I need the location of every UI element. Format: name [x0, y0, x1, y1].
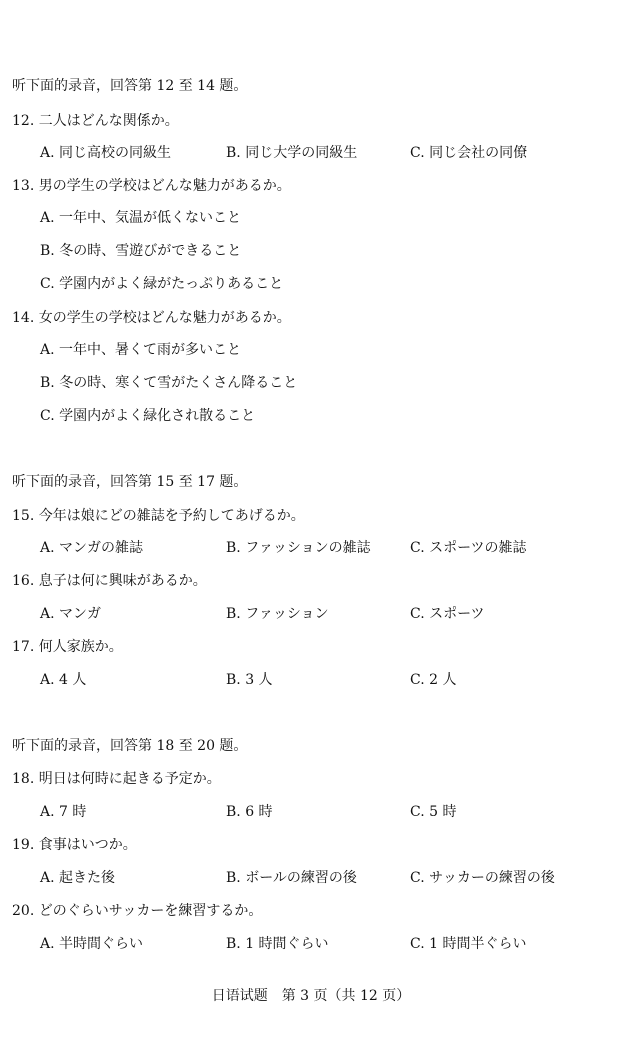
question-20-stem: 20. どのぐらいサッカーを練習するか。 [12, 903, 263, 919]
section-instruction-15-17: 听下面的录音，回答第 15 至 17 题。 [12, 474, 248, 490]
question-16-option-c: C. スポーツ [410, 606, 485, 622]
page-footer: 日语试题 第 3 页（共 12 页） [211, 988, 411, 1004]
question-13-option-b: B. 冬の時、雪遊びができること [40, 243, 242, 259]
question-18-option-a: A. 7 時 [40, 804, 87, 820]
question-18-stem: 18. 明日は何時に起きる予定か。 [12, 771, 221, 787]
question-15-stem: 15. 今年は娘にどの雑誌を予約してあげるか。 [12, 508, 305, 524]
question-16-stem: 16. 息子は何に興味があるか。 [12, 573, 207, 589]
question-20-option-a: A. 半時間ぐらい [40, 936, 144, 952]
question-16-option-a: A. マンガ [40, 606, 102, 622]
question-14-option-a: A. 一年中、暑くて雨が多いこと [40, 342, 242, 358]
question-19-option-a: A. 起きた後 [40, 870, 116, 886]
question-16-option-b: B. ファッション [226, 606, 329, 622]
question-13-stem: 13. 男の学生の学校はどんな魅力があるか。 [12, 178, 291, 194]
question-13-option-c: C. 学園内がよく緑がたっぷりあること [40, 276, 284, 292]
question-14-option-c: C. 学園内がよく緑化され散ること [40, 408, 256, 424]
section-instruction-18-20: 听下面的录音，回答第 18 至 20 题。 [12, 738, 248, 754]
question-20-option-b: B. 1 時間ぐらい [226, 936, 329, 952]
question-14-stem: 14. 女の学生の学校はどんな魅力があるか。 [12, 310, 291, 326]
question-15-option-b: B. ファッションの雑誌 [226, 540, 371, 556]
question-20-option-c: C. 1 時間半ぐらい [410, 936, 527, 952]
question-12-stem: 12. 二人はどんな関係か。 [12, 113, 179, 129]
question-12-option-b: B. 同じ大学の同級生 [226, 145, 358, 161]
question-17-stem: 17. 何人家族か。 [12, 639, 123, 655]
question-18-option-c: C. 5 時 [410, 804, 457, 820]
question-19-stem: 19. 食事はいつか。 [12, 837, 137, 853]
question-19-option-b: B. ボールの練習の後 [226, 870, 357, 886]
question-12-option-c: C. 同じ会社の同僚 [410, 145, 528, 161]
question-13-option-a: A. 一年中、気温が低くないこと [40, 210, 242, 226]
question-19-option-c: C. サッカーの練習の後 [410, 870, 555, 886]
section-instruction-12-14: 听下面的录音，回答第 12 至 14 题。 [12, 78, 248, 94]
question-15-option-c: C. スポーツの雑誌 [410, 540, 527, 556]
question-14-option-b: B. 冬の時、寒くて雪がたくさん降ること [40, 375, 298, 391]
question-15-option-a: A. マンガの雑誌 [40, 540, 144, 556]
question-17-option-a: A. 4 人 [40, 672, 87, 688]
question-18-option-b: B. 6 時 [226, 804, 273, 820]
question-17-option-c: C. 2 人 [410, 672, 457, 688]
question-12-option-a: A. 同じ高校の同級生 [40, 145, 172, 161]
question-17-option-b: B. 3 人 [226, 672, 273, 688]
